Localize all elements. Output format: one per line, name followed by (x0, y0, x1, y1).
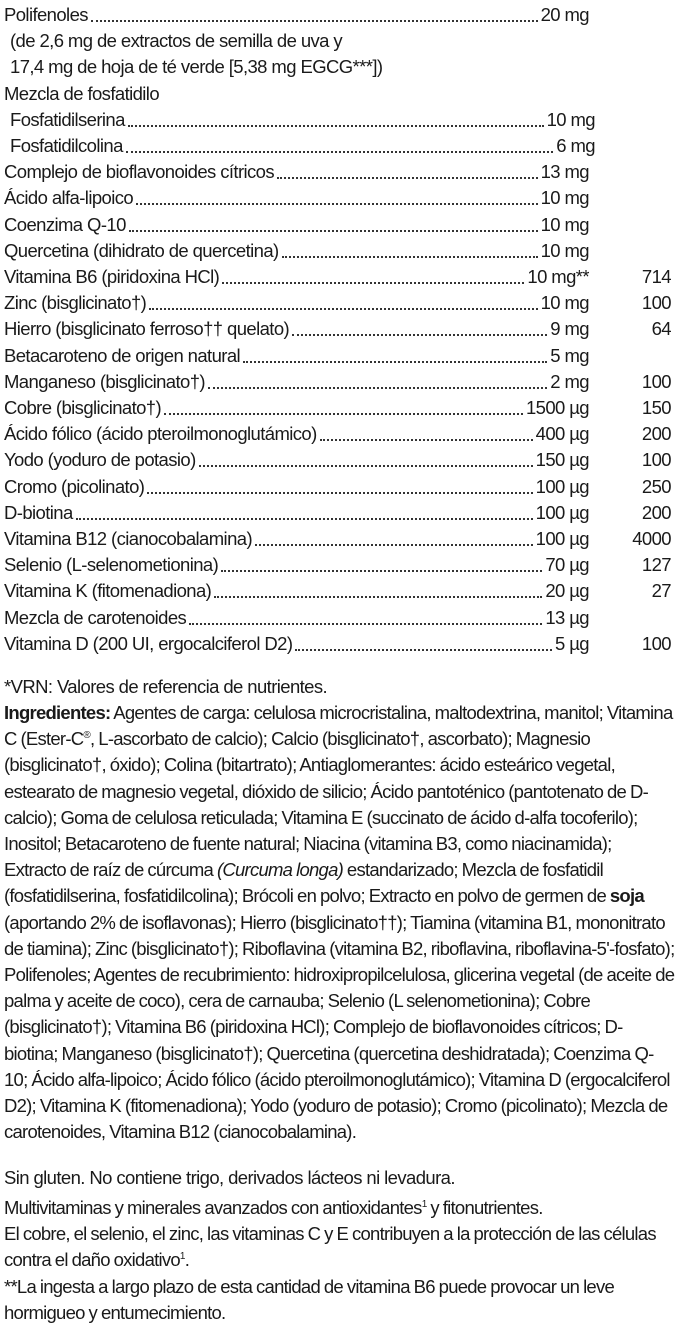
nutrient-vrn: 100 (641, 370, 671, 392)
nutrient-row (4, 238, 675, 264)
nutrient-row (4, 526, 675, 552)
dot-leader (199, 465, 533, 467)
nutrient-row (4, 474, 675, 500)
nutrient-row (4, 290, 675, 316)
nutrient-vrn: 714 (641, 266, 671, 287)
nutrient-row (4, 578, 675, 604)
dot-leader (76, 518, 533, 520)
nutrient-amount: 400 µg (535, 423, 589, 445)
nutrient-vrn: 200 (641, 423, 671, 445)
nutrient-vrn: 150 (641, 397, 671, 418)
nutrient-name: Ácido alfa-lipoico (4, 187, 134, 209)
nutrient-amount: 2 mg (550, 370, 589, 392)
dot-leader (243, 361, 547, 363)
nutrient-vrn: 250 (641, 475, 671, 497)
nutrient-name: Hierro (bisglicinato ferroso†† quelato) (4, 318, 290, 340)
curcuma-latin-name: (Curcuma longa) (217, 859, 344, 881)
nutrient-amount: 20 mg (540, 4, 589, 25)
nutrient-amount: 6 mg (556, 135, 595, 156)
nutrient-name: Complejo de bioflavonoides cítricos (4, 161, 275, 183)
nutrient-row (4, 2, 675, 28)
nutrient-amount: 100 µg (535, 501, 589, 523)
dot-leader (295, 649, 552, 651)
nutrient-amount: 9 mg (550, 318, 589, 340)
dot-leader (222, 282, 524, 284)
dot-leader (147, 492, 532, 494)
nutrient-name: Ácido fólico (ácido pteroilmonoglutámico) (4, 423, 317, 445)
gluten-note: Sin gluten. No contiene trigo, derivados lácteos ni levadura. (4, 1167, 455, 1188)
nutrient-row (4, 54, 675, 80)
nutrient-amount: 5 mg (550, 344, 589, 366)
nutrient-name: Vitamina K (fitomenadiona) (4, 580, 212, 602)
nutrient-name: Selenio (L-selenometionina) (4, 554, 219, 576)
nutrient-name: Polifenoles (4, 4, 88, 25)
dot-leader (282, 256, 538, 258)
nutrient-amount: 10 mg (540, 239, 589, 261)
nutrient-amount: 13 µg (545, 606, 589, 628)
dot-leader (221, 570, 542, 572)
nutrient-vrn: 100 (641, 449, 671, 471)
nutrient-vrn: 100 (641, 632, 671, 654)
dot-leader (320, 439, 533, 441)
nutrient-amount: 100 µg (535, 475, 589, 497)
nutrient-name: Zinc (bisglicinato†) (4, 292, 147, 314)
nutrient-row (4, 212, 675, 238)
nutrient-row (4, 28, 675, 54)
nutrient-row (4, 447, 675, 473)
dot-leader (149, 308, 537, 310)
nutrient-row (4, 107, 675, 133)
dot-leader (277, 177, 538, 179)
nutrient-name: Cobre (bisglicinato†) (4, 397, 162, 418)
dot-leader (129, 230, 538, 232)
claim-oxidative-protection: El cobre, el selenio, el zinc, las vitaminas C y E contribuyen a la protección de las células contra el daño oxidativo$^1$. (4, 1223, 656, 1271)
dot-leader (214, 596, 542, 598)
nutrient-row (4, 264, 675, 290)
nutrient-row (4, 552, 675, 578)
nutrient-name: Vitamina B12 (cianocobalamina) (4, 528, 253, 549)
nutrient-amount: 10 mg (540, 187, 589, 209)
nutrient-amount: 10 mg (540, 292, 589, 314)
nutrient-row (4, 343, 675, 369)
dot-leader (292, 334, 547, 336)
nutrient-name: Manganeso (bisglicinato†) (4, 370, 205, 392)
nutrient-amount: 20 µg (545, 580, 589, 602)
nutrient-name: D-biotina (4, 501, 73, 523)
nutrient-row (4, 395, 675, 421)
nutrient-row (4, 133, 675, 159)
nutrient-name: Yodo (yoduro de potasio) (4, 449, 196, 471)
nutrient-amount: 10 mg (546, 108, 595, 130)
nutrient-name: Fosfatidilserina (10, 108, 125, 130)
nutrient-amount: 10 mg (540, 213, 589, 235)
nutrient-row (4, 605, 675, 631)
dot-leader (255, 544, 533, 546)
nutrient-name: Vitamina B6 (piridoxina HCl) (4, 266, 220, 287)
nutrient-name: Quercetina (dihidrato de quercetina) (4, 239, 279, 261)
nutrient-name: 17,4 mg de hoja de té verde [5,38 mg EGCG***]) (10, 56, 383, 78)
nutrient-amount: 70 µg (545, 554, 589, 576)
b6-warning: **La ingesta a largo plazo de esta cantidad de vitamina B6 puede provocar un leve hormigueo y entumecimiento. (4, 1276, 615, 1324)
nutrient-vrn: 100 (641, 292, 671, 314)
nutrient-row (4, 500, 675, 526)
dot-leader (189, 623, 542, 625)
nutrient-amount: 1500 µg (525, 397, 589, 418)
nutrient-name: (de 2,6 mg de extractos de semilla de uva y (10, 30, 343, 52)
nutrient-name: Mezcla de carotenoides (4, 606, 187, 628)
dot-leader (128, 125, 544, 127)
nutrient-name: Vitamina D (200 UI, ergocalciferol D2) (4, 632, 293, 654)
nutrient-vrn: 27 (651, 580, 671, 602)
nutrient-amount: 100 µg (535, 528, 589, 549)
nutrient-name: Fosfatidilcolina (10, 135, 123, 156)
nutrient-amount: 10 mg** (527, 266, 589, 287)
nutrient-row (4, 421, 675, 447)
allergen-soja: soja (609, 885, 644, 907)
ingredients-paragraph: Ingredientes: Agentes de carga: celulosa microcristalina, maltodextrina, manitol; Vitamina C (Ester-C®, L-ascorbato de calcio); Calcio (bisglicinato†, ascorbato); Magnesio (bisglicinato†, óxido); Colina (bitartrato); Antiaglomerantes: ácido esteárico vegetal, estearato de magnesio vegetal, dióxido de silicio; Ácido pantoténico (pantotenato de D-calcio); Goma de celulosa reticulada; Vitamina E (succinato de ácido d-alfa tocoferilo); Inositol; Betacaroteno de fuente natural; Niacina (vitamina B3, como niacinamida); Extracto de raíz de cúrcuma (Curcuma longa) estandarizado; Mezcla de fosfatidil (fosfatidilserina, fosfatidilcolina); Brócoli en polvo; Extracto en polvo de germen de soja (aportando 2% de isoflavonas); Hierro (bisglicinato††); Tiamina (vitamina B1, mononitrato de tiamina); Zinc (bisglicinato†); Riboflavina (vitamina B2, riboflavina, riboflavina-5'-fosfato); Polifenoles; Agentes de recubrimiento: hidroxipropilcelulosa, glicerina vegetal (de aceite de palma y aceite de coco), cera de carnauba; Selenio (L selenometionina); Cobre (bisglicinato†); Vitamina B6 (piridoxina HCl); Complejo de bioflavonoides cítricos; D-biotina; Manganeso (bisglicinato†); Quercetina (quercetina deshidratada); Coenzima Q-10; Ácido alfa-lipoico; Ácido fólico (ácido pteroilmonoglutámico); Vitamina D (ergocalciferol D2); Vitamina K (fitomenadiona); Yodo (yoduro de potasio); Cromo (picolinato); Mezcla de carotenoides, Vitamina B12 (cianocobalamina). (4, 702, 675, 1143)
nutrient-name: Coenzima Q-10 (4, 213, 126, 235)
nutrient-row (4, 369, 675, 395)
dot-leader (91, 20, 538, 22)
claim-antioxidants: Multivitaminas y minerales avanzados con antioxidantes$^1$ y fitonutrientes. (4, 1197, 543, 1218)
nutrient-name: Mezcla de fosfatidilo (4, 82, 160, 104)
nutrient-name: Betacaroteno de origen natural (4, 344, 241, 366)
nutrient-row (4, 81, 675, 107)
nutrient-vrn: 127 (641, 554, 671, 576)
nutrient-row (4, 159, 675, 185)
registered-mark: ® (83, 730, 90, 742)
dot-leader (164, 413, 523, 415)
nutrient-amount: 5 µg (555, 632, 589, 654)
ingredients-label: Ingredientes: (4, 702, 111, 723)
dot-leader (126, 151, 554, 153)
nutrient-vrn: 4000 (632, 528, 671, 549)
nutrient-vrn: 200 (641, 501, 671, 523)
nutrient-name: Cromo (picolinato) (4, 475, 145, 497)
nutrient-amount: 150 µg (535, 449, 589, 471)
dot-leader (208, 387, 547, 389)
nutrient-row (4, 185, 675, 211)
nutrient-row (4, 316, 675, 342)
nutrient-row (4, 631, 675, 657)
vrn-note: *VRN: Valores de referencia de nutrientes. (4, 676, 328, 697)
nutrient-amount: 13 mg (540, 161, 589, 183)
dot-leader (136, 203, 538, 205)
nutrient-vrn: 64 (651, 318, 671, 340)
